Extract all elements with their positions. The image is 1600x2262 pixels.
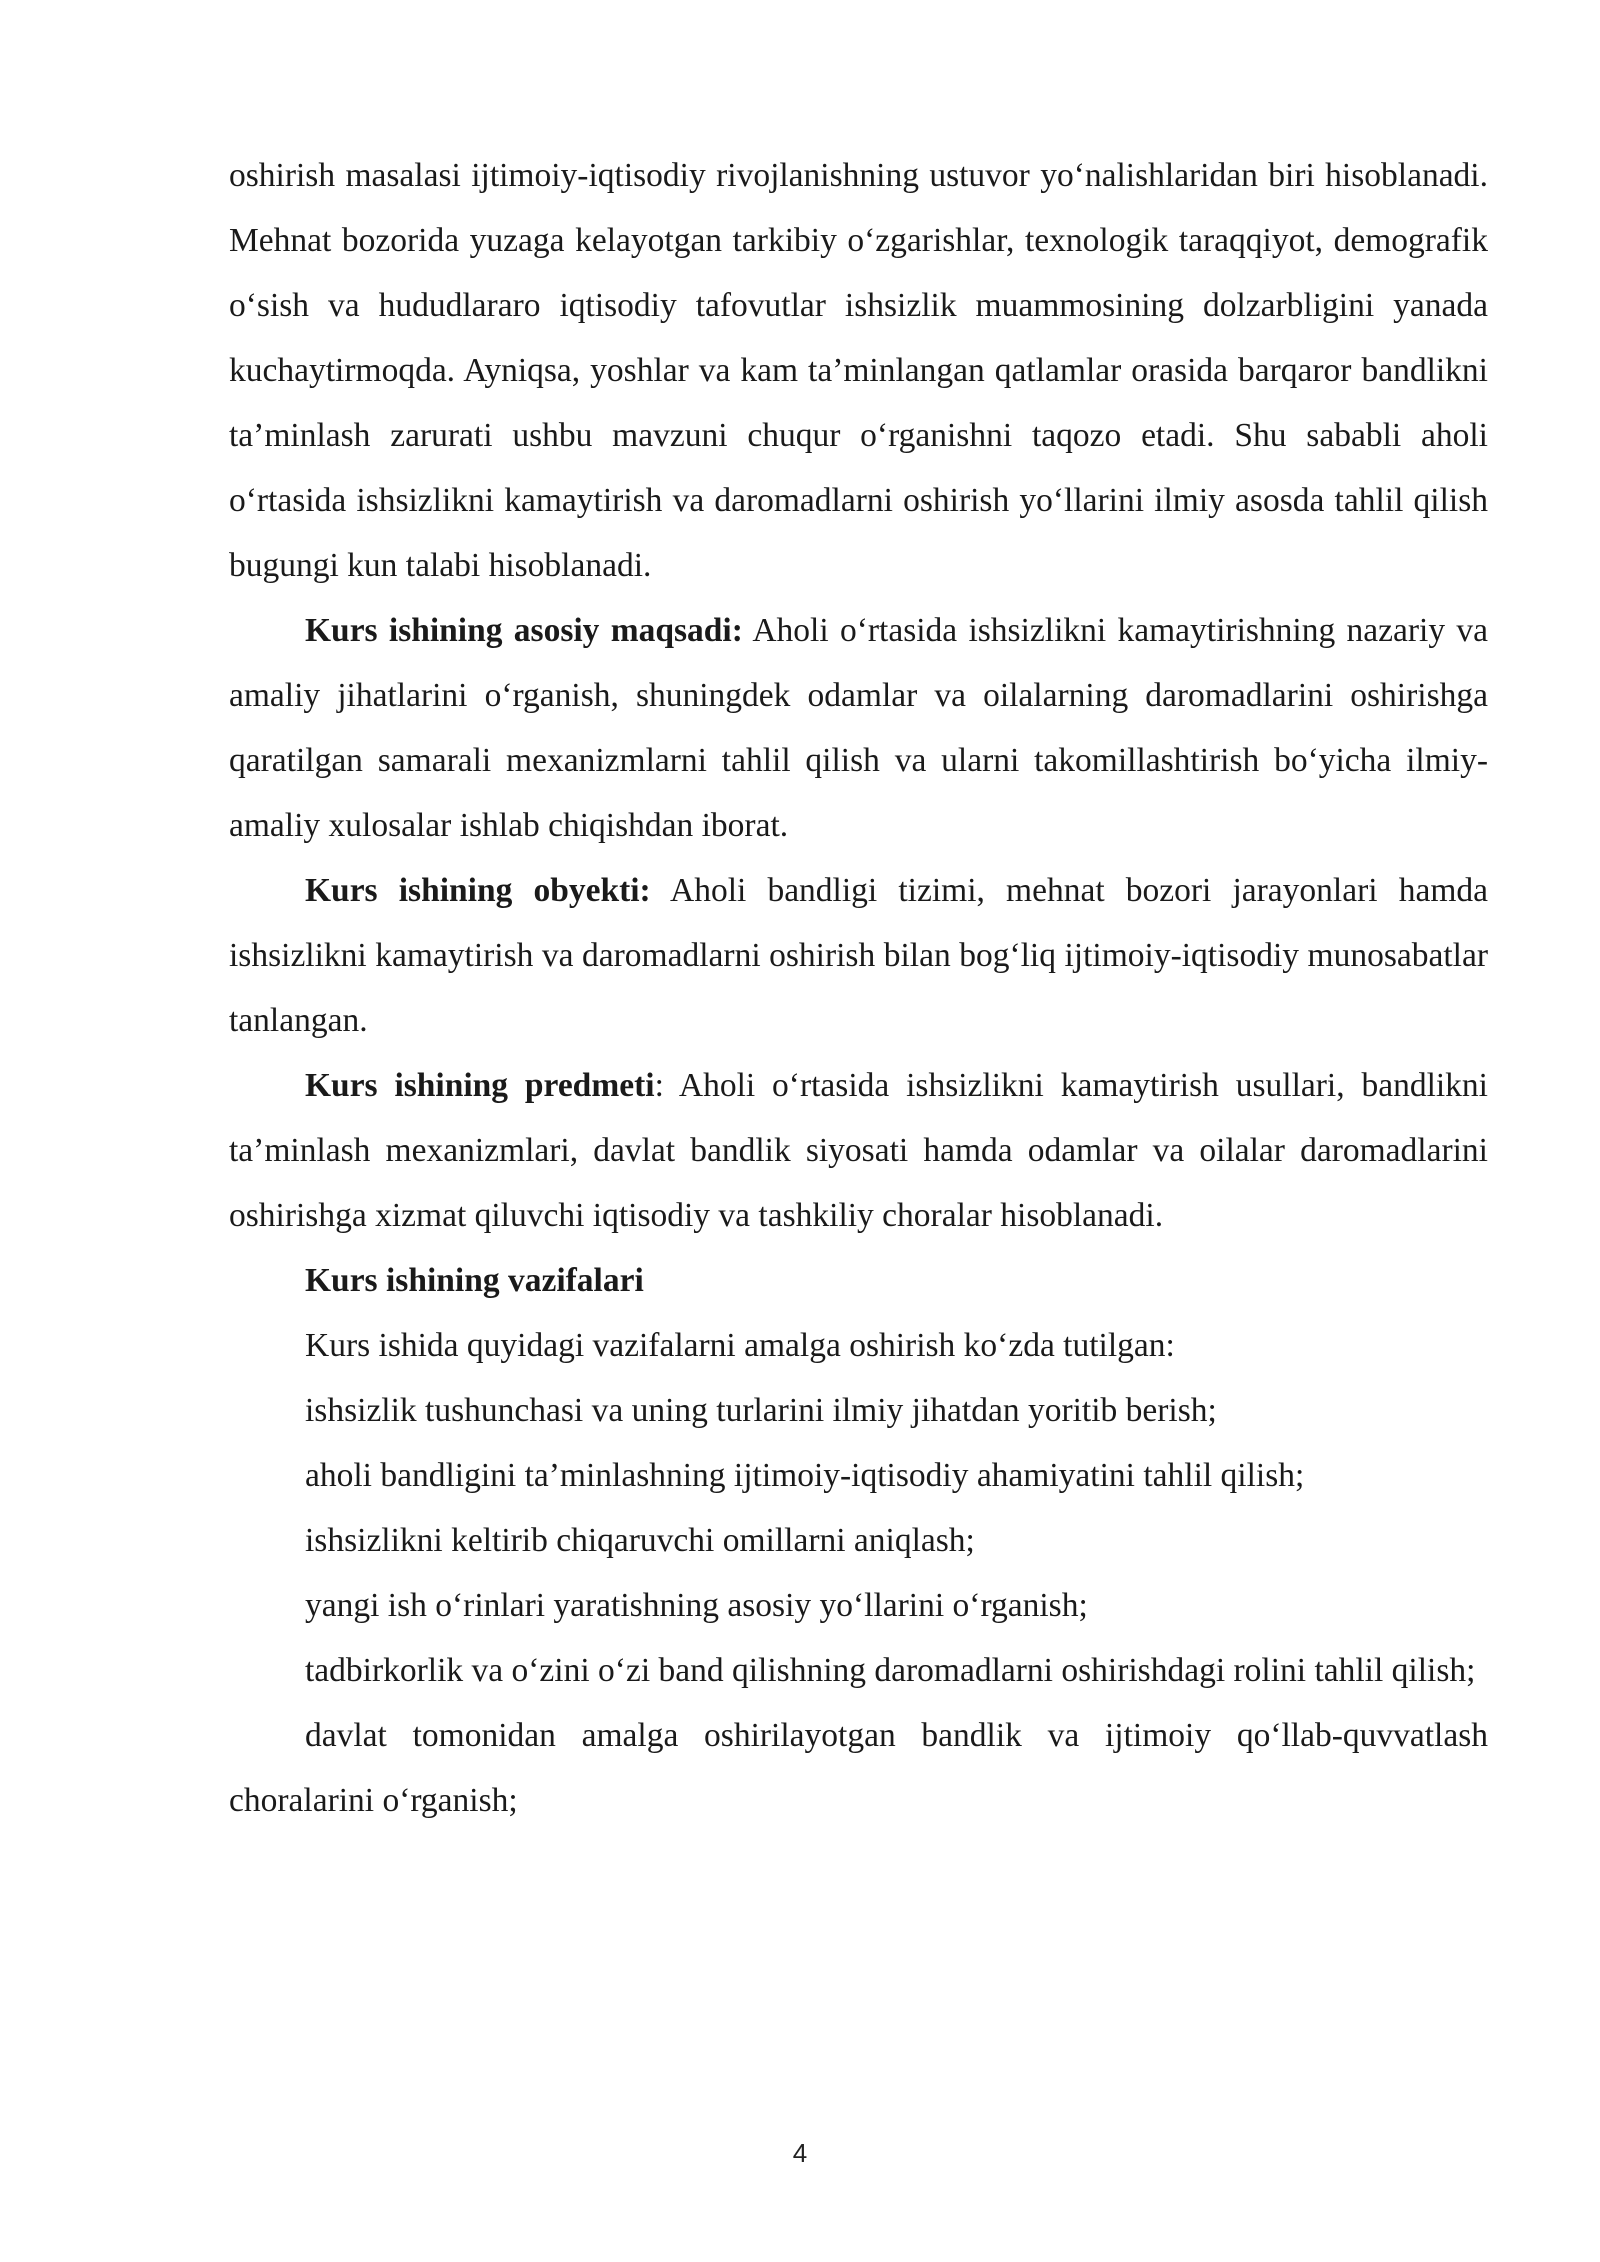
page-body [229, 143, 1488, 1833]
object-text: Aholi bandligi tizimi, mehnat bozori jarayonlari hamda ishsizlikni kamaytirish va daromadlarni oshirish bilan bog‘liq ijtimoiy-iqtisodiy munosabatlar tanlangan. [229, 872, 1488, 1039]
subject-text: : Aholi o‘rtasida ishsizlikni kamaytirish usullari, bandlikni ta’minlash mexanizmlari, davlat bandlik siyosati hamda odamlar va oilalar daromadlarini oshirishga xizmat qiluvchi iqtisodiy va tashkiliy choralar hisoblanadi. [229, 1067, 1488, 1234]
object-paragraph [229, 858, 1488, 1053]
task-item: aholi bandligini ta’minlashning ijtimoiy-iqtisodiy ahamiyatini tahlil qilish; [305, 1457, 1305, 1494]
task-item: ishsizlik tushunchasi va uning turlarini ilmiy jihatdan yoritib berish; [305, 1392, 1217, 1429]
object-label: Kurs ishining obyekti: [305, 872, 651, 909]
tasks-intro: Kurs ishida quyidagi vazifalarni amalga oshirish ko‘zda tutilgan: [305, 1327, 1175, 1364]
task-item: yangi ish o‘rinlari yaratishning asosiy yo‘llarini o‘rganish; [305, 1587, 1088, 1624]
subject-label: Kurs ishining predmeti [305, 1067, 655, 1104]
task-item: davlat tomonidan amalga oshirilayotgan bandlik va ijtimoiy qo‘llab-quvvatlash choralarini o‘rganish; [229, 1717, 1488, 1819]
page-number: 4 [792, 2138, 808, 2168]
goal-paragraph [229, 598, 1488, 858]
goal-label: Kurs ishining asosiy maqsadi: [305, 612, 743, 649]
task-item: tadbirkorlik va o‘zini o‘zi band qilishning daromadlarni oshirishdagi rolini tahlil qilish; [305, 1652, 1476, 1689]
subject-paragraph [229, 1053, 1488, 1248]
tasks-heading: Kurs ishining vazifalari [305, 1262, 644, 1299]
task-item: ishsizlikni keltirib chiqaruvchi omillarni aniqlash; [305, 1522, 975, 1559]
intro-paragraph: oshirish masalasi ijtimoiy-iqtisodiy rivojlanishning ustuvor yo‘nalishlaridan biri hisoblanadi. Mehnat bozorida yuzaga kelayotgan tarkibiy o‘zgarishlar, texnologik taraqqiyot, demografik o‘sish va hududlararo iqtisodiy tafovutlar ishsizlik muammosining dolzarbligini yanada kuchaytirmoqda. Ayniqsa, yoshlar va kam ta’minlangan qatlamlar orasida barqaror bandlikni ta’minlash zarurati ushbu mavzuni chuqur o‘rganishni taqozo etadi. Shu sababli aholi o‘rtasida ishsizlikni kamaytirish va daromadlarni oshirish yo‘llarini ilmiy asosda tahlil qilish bugungi kun talabi hisoblanadi. [229, 157, 1488, 584]
goal-text: Aholi o‘rtasida ishsizlikni kamaytirishning nazariy va amaliy jihatlarini o‘rganish, shuningdek odamlar va oilalarning daromadlarini oshirishga qaratilgan samarali mexanizmlarni tahlil qilish va ularni takomillashtirish bo‘yicha ilmiy-amaliy xulosalar ishlab chiqishdan iborat. [229, 612, 1489, 844]
